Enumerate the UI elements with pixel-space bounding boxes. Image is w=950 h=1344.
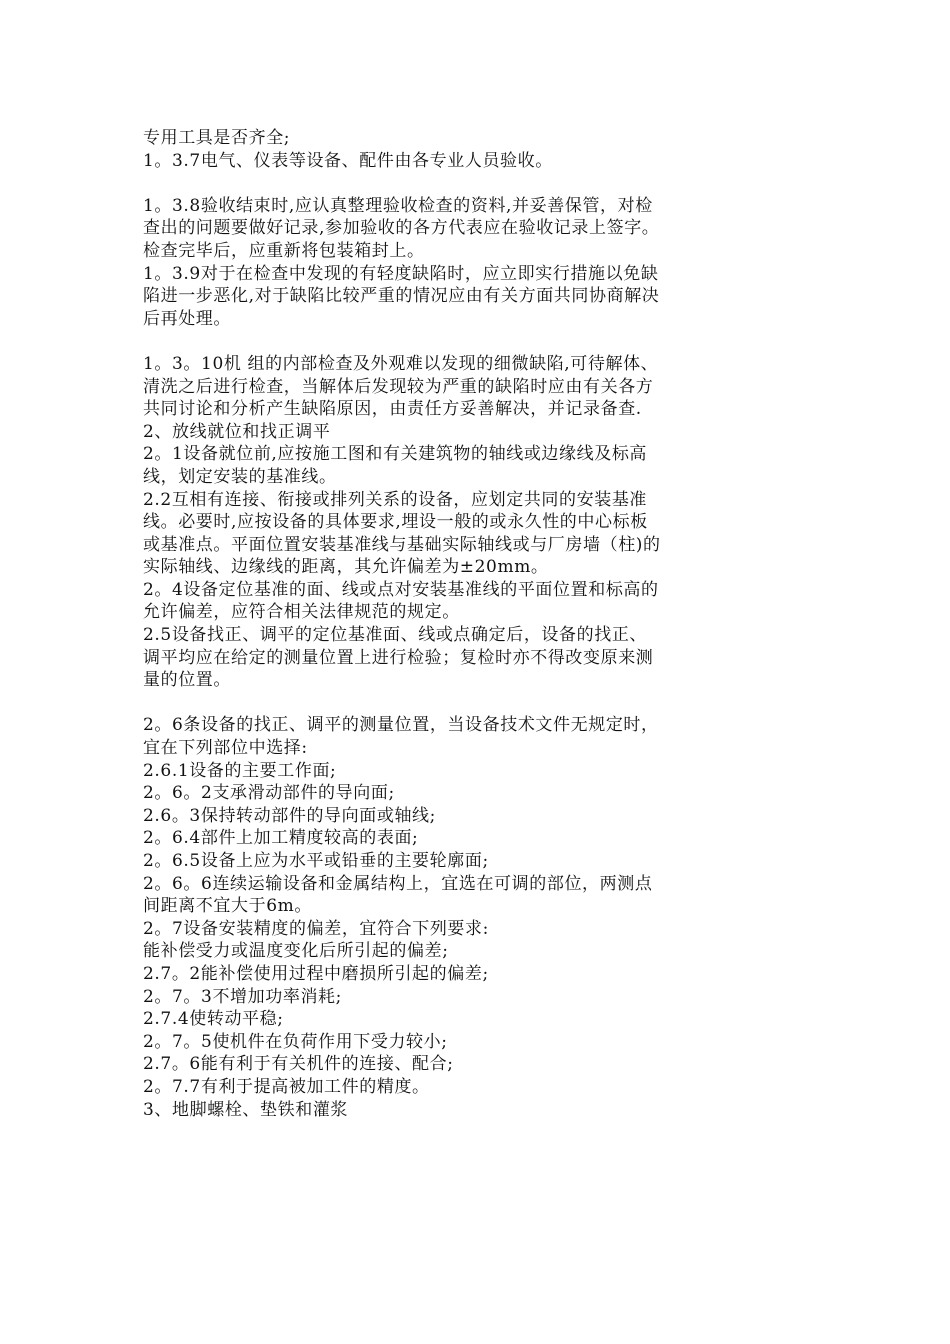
text-line: 2。6.4部件上加工精度较高的表面;: [143, 828, 419, 849]
text-line: 2.6.1设备的主要工作面;: [143, 760, 337, 781]
text-line: 2。6.5设备上应为水平或铅垂的主要轮廓面;: [143, 851, 489, 871]
text-line: 2.7。2能补偿使用过程中磨损所引起的偏差;: [143, 963, 489, 984]
text-line: 2。6条设备的找正、调平的测量位置，当设备技术文件无规定时，: [143, 715, 659, 736]
text-line: 2.7.4使转动平稳;: [143, 1009, 284, 1030]
blank-line: [143, 692, 813, 715]
text-line: 线，划定安装的基准线。: [143, 466, 337, 487]
section-heading: 2、放线就位和找正调平: [143, 421, 331, 442]
text-line: 1。3。10机 组的内部检查及外观难以发现的细微缺陷,可待解体、: [143, 353, 659, 374]
text-line: 检查完毕后，应重新将包装箱封上。: [143, 240, 425, 261]
text-line: 调平均应在给定的测量位置上进行检验；复检时亦不得改变原来测: [143, 647, 654, 668]
text-line: 实际轴线、边缘线的距离，其允许偏差为±20mm。: [143, 557, 549, 578]
text-line: 2。6。2支承滑动部件的导向面;: [143, 783, 395, 804]
text-line: 2。1设备就位前,应按施工图和有关建筑物的轴线或边缘线及标高: [143, 444, 648, 465]
text-line: 共同讨论和分析产生缺陷原因，由责任方妥善解决，并记录备查.: [143, 399, 642, 420]
text-line: 2。7.7有利于提高被加工件的精度。: [143, 1076, 430, 1097]
text-line: 2。7。5使机件在负荷作用下受力较小;: [143, 1031, 448, 1052]
text-line: 1。3.8验收结束时,应认真整理验收检查的资料,并妥善保管，对检: [143, 195, 653, 216]
text-line: 1。3.9对于在检查中发现的有轻度缺陷时，应立即实行措施以免缺: [143, 263, 659, 284]
text-line: 宜在下列部位中选择:: [143, 738, 308, 759]
text-line: 2.5设备找正、调平的定位基准面、线或点确定后，设备的找正、: [143, 625, 648, 646]
text-line: 清洗之后进行检查，当解体后发现较为严重的缺陷时应由有关各方: [143, 376, 654, 397]
text-line: 2.7。6能有利于有关机件的连接、配合;: [143, 1054, 454, 1075]
section-heading: 3、地脚螺栓、垫铁和灌浆: [143, 1099, 349, 1120]
text-line: 2.2互相有连接、衔接或排列关系的设备，应划定共同的安装基准: [143, 489, 648, 510]
blank-line: [143, 330, 813, 353]
text-line: 允许偏差，应符合相关法律规范的规定。: [143, 602, 460, 623]
text-line: 2。6。6连续运输设备和金属结构上，宜选在可调的部位，两测点: [143, 873, 653, 894]
text-line: 查出的问题要做好记录,参加验收的各方代表应在验收记录上签字。: [143, 218, 660, 239]
text-line: 后再处理。: [143, 308, 231, 329]
document-body: [143, 127, 813, 1121]
text-line: 能补偿受力或温度变化后所引起的偏差;: [143, 941, 449, 962]
text-line: 1。3.7电气、仪表等设备、配件由各专业人员验收。: [143, 150, 553, 171]
text-line: 间距离不宜大于6m。: [143, 896, 312, 917]
blank-line: [143, 172, 813, 195]
text-line: 2。7设备安装精度的偏差，宜符合下列要求:: [143, 918, 489, 939]
text-line: 2。7。3不增加功率消耗;: [143, 986, 342, 1007]
text-line: 2.6。3保持转动部件的导向面或轴线;: [143, 805, 436, 826]
text-line: 量的位置。: [143, 670, 231, 691]
text-line: 线。必要时,应按设备的具体要求,埋设一般的或永久性的中心标板: [143, 512, 648, 533]
text-line: 2。4设备定位基准的面、线或点对安装基准线的平面位置和标高的: [143, 579, 659, 600]
text-line: 或基准点。平面位置安装基准线与基础实际轴线或与厂房墙（柱)的: [143, 534, 661, 555]
text-line: 陷进一步恶化,对于缺陷比较严重的情况应由有关方面共同协商解决: [143, 286, 660, 307]
text-line: 专用工具是否齐全;: [143, 128, 291, 148]
